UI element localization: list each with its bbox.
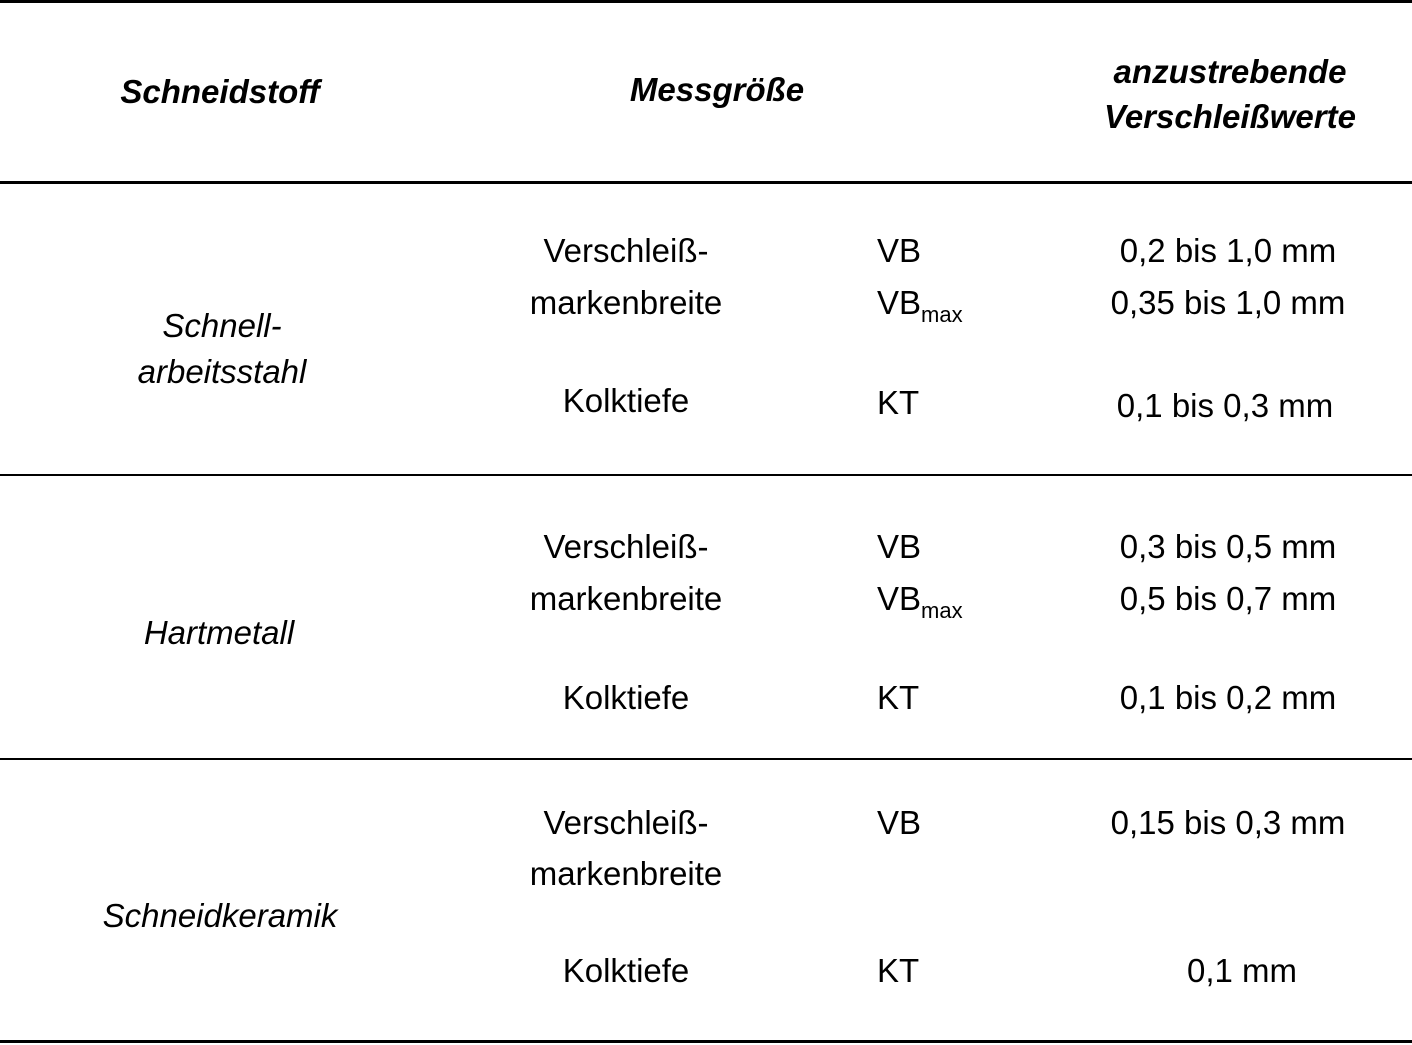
material-name: Hartmetall [143,614,295,651]
symbol-vb: VB [877,528,922,565]
value-vbmax: 0,5 bis 0,7 mm [1119,580,1337,617]
kolk-label: Kolktiefe [562,679,690,716]
header-bottom-rule [0,181,1412,184]
measure-label-line1: Verschleiß- [543,804,709,841]
value-kt: 0,1 bis 0,2 mm [1119,679,1337,716]
measure-label-line2: markenbreite [529,855,723,892]
header-measure: Messgröße [629,71,805,108]
value-vb: 0,3 bis 0,5 mm [1119,528,1337,565]
symbol-kt: KT [877,384,920,421]
value-vbmax: 0,35 bis 1,0 mm [1110,284,1346,321]
header-material: Schneidstoff [120,73,320,110]
row-divider-1 [0,474,1412,476]
measure-label-line1: Verschleiß- [543,528,709,565]
kolk-label: Kolktiefe [562,382,690,419]
symbol-vbmax: $VB_{max}$ [877,284,963,327]
table-top-rule [0,0,1412,3]
value-vb: 0,15 bis 0,3 mm [1110,804,1346,841]
symbol-kt: KT [877,679,920,716]
symbol-kt: KT [877,952,920,989]
value-kt: 0,1 mm [1186,952,1298,989]
value-kt: 0,1 bis 0,3 mm [1116,387,1334,424]
value-vb: 0,2 bis 1,0 mm [1119,232,1337,269]
kolk-label: Kolktiefe [562,952,690,989]
symbol-vb: VB [877,804,922,841]
material-name-line1: Schnell- [162,307,282,344]
symbol-vbmax: $VB_{max}$ [877,580,963,623]
header-values-line1: anzustrebende [1113,53,1347,90]
measure-label-line2: markenbreite [529,284,723,321]
table-bottom-rule [0,1040,1412,1043]
material-name: Schneidkeramik [102,897,338,934]
measure-label-line1: Verschleiß- [543,232,709,269]
measure-label-line2: markenbreite [529,580,723,617]
material-name-line2: arbeitsstahl [137,353,307,390]
header-values-line2: Verschleißwerte [1104,98,1356,135]
row-divider-2 [0,758,1412,760]
symbol-vb: VB [877,232,922,269]
